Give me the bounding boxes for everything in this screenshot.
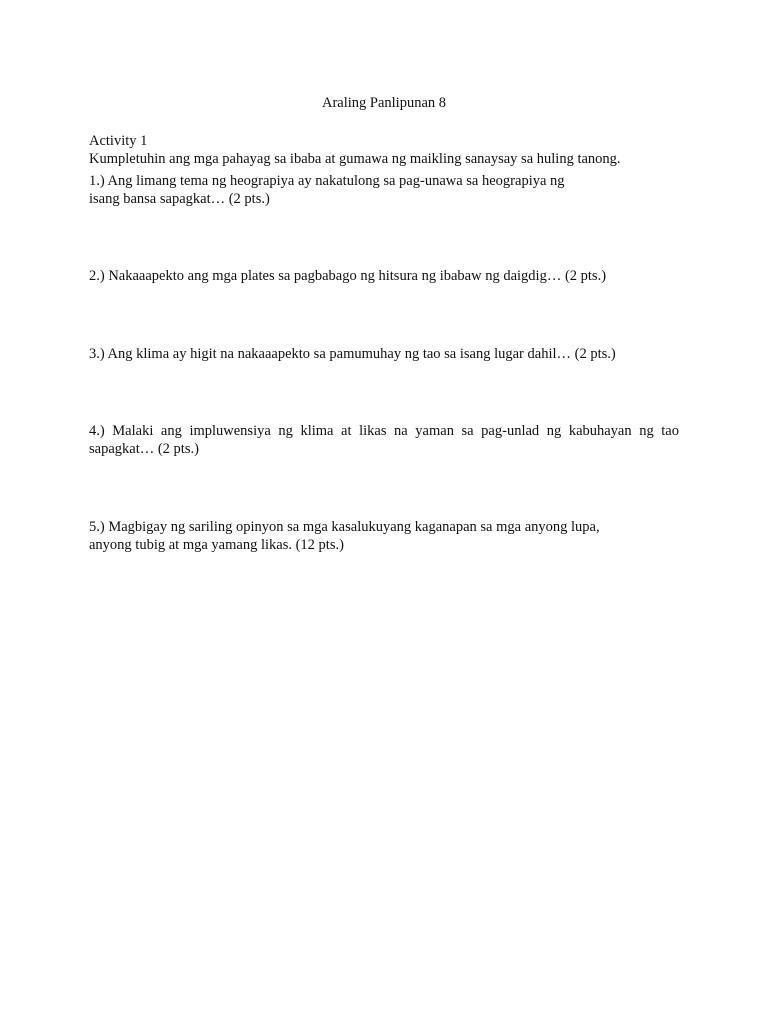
question-1-line-1: 1.) Ang limang tema ng heograpiya ay nakatulong sa pag-unawa sa heograpiya ng bbox=[89, 173, 565, 189]
question-5-line-1: 5.) Magbigay ng sariling opinyon sa mga kasalukuyang kaganapan sa mga anyong lupa, bbox=[89, 519, 600, 535]
document-title: Araling Panlipunan 8 bbox=[321, 95, 447, 111]
question-3: 3.) Ang klima ay higit na nakaaapekto sa pamumuhay ng tao sa isang lugar dahil… (2 pts.) bbox=[89, 346, 616, 362]
question-4: 4.) Malaki ang impluwensiya ng klima at likas na yaman sa pag-unlad ng kabuhayan ng tao sapagkat… (2 pts.) bbox=[89, 423, 679, 457]
question-5-line-2: anyong tubig at mga yamang likas. (12 pts.) bbox=[89, 537, 344, 553]
question-1-line-2: isang bansa sapagkat… (2 pts.) bbox=[89, 191, 270, 207]
question-2: 2.) Nakaaapekto ang mga plates sa pagbabago ng hitsura ng ibabaw ng daigdig… (2 pts.) bbox=[89, 268, 607, 284]
question-1 bbox=[89, 172, 679, 208]
instructions-text: Kumpletuhin ang mga pahayag sa ibaba at gumawa ng maikling sanaysay sa huling tanong. bbox=[89, 151, 621, 167]
question-5 bbox=[89, 518, 679, 554]
activity-label: Activity 1 bbox=[89, 133, 148, 149]
activity-header bbox=[89, 132, 679, 168]
